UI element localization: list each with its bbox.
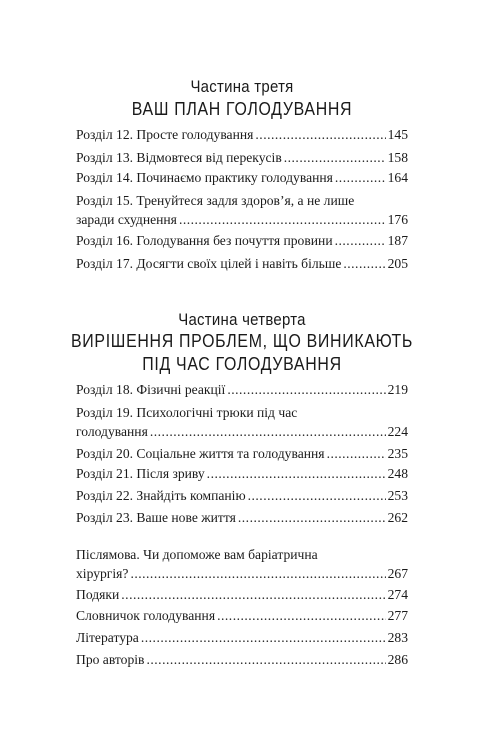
toc-entry-title: Розділ 20. Соціальне життя та голодування [76, 446, 325, 461]
leader-dots [343, 254, 385, 273]
toc-entry-title: заради схуднення [76, 212, 177, 227]
leader-dots [146, 650, 385, 669]
toc-entry-page: 164 [387, 170, 408, 185]
leader-dots [141, 628, 386, 647]
toc-entry-page: 286 [387, 652, 408, 667]
toc-entry-page: 248 [387, 466, 408, 481]
part3-heading: Частина третя [190, 77, 294, 96]
leader-dots [130, 564, 385, 583]
toc-entry-title: Розділ 16. Голодування без почуття провини [76, 233, 333, 248]
toc-entry-title: Розділ 23. Ваше нове життя [76, 510, 236, 525]
toc-entry-page: 277 [387, 608, 408, 623]
toc-entry-ch22[interactable] [76, 486, 408, 505]
toc-entry-page: 267 [387, 566, 408, 581]
toc-entry-title: Словничок голодування [76, 608, 216, 623]
toc-entry-title: Розділ 17. Досягти своїх цілей і навіть більше [76, 256, 342, 271]
toc-entry-ch12[interactable] [76, 125, 408, 144]
part4-title-line2: ПІД ЧАС ГОЛОДУВАННЯ [142, 353, 342, 374]
toc-entry-title-line1: Післямова. Чи допоможе вам баріатрична [76, 547, 318, 562]
toc-entry-title-line1: Розділ 19. Психологічні трюки під час [76, 405, 298, 420]
toc-entry-page: 219 [387, 382, 408, 397]
leader-dots [179, 210, 386, 229]
leader-dots [121, 585, 385, 604]
part3-title: ВАШ ПЛАН ГОЛОДУВАННЯ [131, 98, 353, 119]
toc-entry-page: 274 [387, 587, 408, 602]
leader-dots [248, 486, 386, 505]
leader-dots [327, 444, 386, 463]
toc-entry-glossary[interactable] [76, 606, 408, 625]
leader-dots [150, 422, 386, 441]
leader-dots [284, 148, 386, 167]
toc-entry-ch14[interactable] [76, 168, 408, 187]
toc-entry-title-line1: Розділ 15. Тренуйтеся задля здоров’я, а не лише [76, 193, 355, 208]
toc-entry-title: Про авторів [76, 652, 145, 667]
leader-dots [335, 231, 386, 250]
toc-entry-ch16[interactable] [76, 231, 408, 250]
toc-entry-page: 224 [387, 424, 408, 439]
toc-entry-ch15[interactable] [76, 191, 408, 229]
toc-entry-ch20[interactable] [76, 444, 408, 463]
toc-entry-title: Розділ 13. Відмовтеся від перекусів [76, 150, 282, 165]
part4-title-line1: ВИРІШЕННЯ ПРОБЛЕМ, ЩО ВИНИКАЮТЬ [70, 330, 414, 351]
toc-entry-page: 158 [387, 150, 408, 165]
toc-entry-page: 253 [387, 488, 408, 503]
leader-dots [255, 125, 385, 144]
toc-entry-page: 205 [387, 256, 408, 271]
toc-entry-about-authors[interactable] [76, 650, 408, 669]
toc-entry-title: Розділ 12. Просте голодування [76, 127, 254, 142]
toc-entry-title: хірургія? [76, 566, 129, 581]
leader-dots [238, 508, 386, 527]
toc-entry-title: голодування [76, 424, 148, 439]
toc-entry-ch17[interactable] [76, 254, 408, 273]
toc-entry-title: Розділ 22. Знайдіть компанію [76, 488, 246, 503]
toc-entry-title: Подяки [76, 587, 120, 602]
toc-entry-title: Розділ 21. Після зриву [76, 466, 205, 481]
part4-heading: Частина четверта [178, 310, 306, 329]
toc-entry-references[interactable] [76, 628, 408, 647]
toc-entry-title: Розділ 14. Починаємо практику голодування [76, 170, 333, 185]
toc-entry-afterword[interactable] [76, 545, 408, 583]
toc-entry-ch13[interactable] [76, 148, 408, 167]
toc-entry-page: 262 [387, 510, 408, 525]
toc-entry-page: 187 [387, 233, 408, 248]
toc-entry-title: Розділ 18. Фізичні реакції [76, 382, 226, 397]
toc-entry-page: 283 [387, 630, 408, 645]
toc-entry-ch18[interactable] [76, 380, 408, 399]
toc-entry-page: 176 [387, 212, 408, 227]
leader-dots [227, 380, 385, 399]
toc-entry-ch19[interactable] [76, 403, 408, 441]
toc-entry-title: Література [76, 630, 139, 645]
toc-entry-acknowledgements[interactable] [76, 585, 408, 604]
leader-dots [335, 168, 386, 187]
leader-dots [217, 606, 386, 625]
toc-entry-page: 235 [387, 446, 408, 461]
toc-entry-ch23[interactable] [76, 508, 408, 527]
leader-dots [207, 464, 386, 483]
toc-entry-ch21[interactable] [76, 464, 408, 483]
toc-entry-page: 145 [387, 127, 408, 142]
